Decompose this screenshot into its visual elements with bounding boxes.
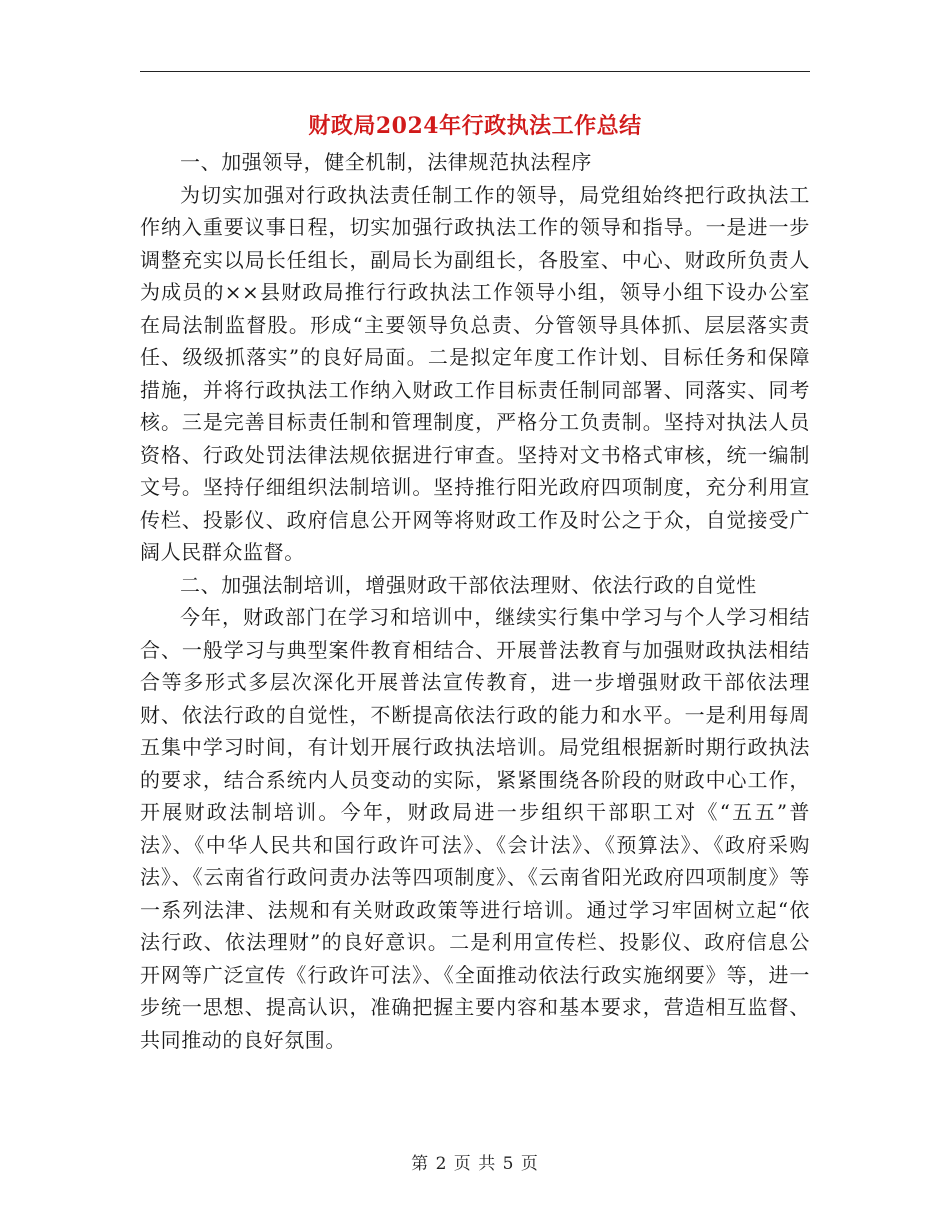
- section-heading-2: 二、加强法制培训，增强财政干部依法理财、依法行政的自觉性: [180, 572, 757, 597]
- page-footer: 第 2 页 共 5 页: [411, 1154, 539, 1174]
- section-heading-1: 一、加强领导，健全机制，法律规范执法程序: [180, 150, 592, 174]
- body-paragraph-2: 今年，财政部门在学习和培训中，继续实行集中学习与个人学习相结合、一般学习与典型案件教育相结合、开展普法教育与加强财政执法相结合等多形式多层次深化开展普法宣传教育，进一步增强财政干部依法理财、依法行政的自觉性，不断提高依法行政的能力和水平。一是利用每周五集中学习时间，有计划开展行政执法培训。局党组根据新时期行政执法的要求，结合系统内人员变动的实际，紧紧围绕各阶段的财政中心工作，开展财政法制培训。今年，财政局进一步组织干部职工对《“五五”普法》、《中华人民共和国行政许可法》、《会计法》、《预算法》、《政府采购法》、《云南省行政问责办法等四项制度》、《云南省阳光政府四项制度》等一系列法津、法规和有关财政政策等进行培训。通过学习牢固树立起“依法行政、依法理财”的良好意识。二是利用宣传栏、投影仪、政府信息公开网等广泛宣传《行政许可法》、《全面推动依法行政实施纲要》等，进一步统一思想、提高认识，准确把握主要内容和基本要求，营造相互监督、共同推动的良好氛围。: [140, 605, 810, 1052]
- body-paragraph-1: 为切实加强对行政执法责任制工作的领导，局党组始终把行政执法工作纳入重要议事日程，切实加强行政执法工作的领导和指导。一是进一步调整充实以局长任组长，副局长为副组长，各股室、中心、财政所负责人为成员的××县财政局推行行政执法工作领导小组，领导小组下设办公室在局法制监督股。形成“主要领导负总责、分管领导具体抓、层层落实责任、级级抓落实”的良好局面。二是拟定年度工作计划、目标任务和保障措施，并将行政执法工作纳入财政工作目标责任制同部署、同落实、同考核。三是完善目标责任制和管理制度，严格分工负责制。坚持对执法人员资格、行政处罚法律法规依据进行审查。坚持对文书格式审核，统一编制文号。坚持仔细组织法制培训。坚持推行阳光政府四项制度，充分利用宣传栏、投影仪、政府信息公开网等将财政工作及时公之于众，自觉接受广阔人民群众监督。: [140, 182, 810, 564]
- document-title: 财政局2024年行政执法工作总结: [308, 113, 642, 139]
- header-rule: [140, 71, 810, 72]
- document-body: [140, 146, 810, 1056]
